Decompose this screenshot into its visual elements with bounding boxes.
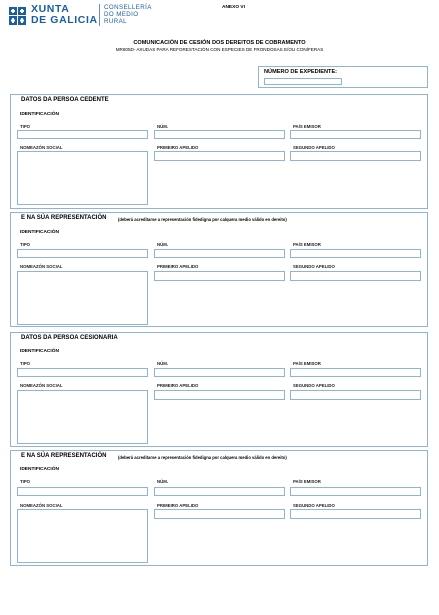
assignee-type-label: TIPO bbox=[20, 361, 31, 366]
assignee-rep-second-surname-field[interactable] bbox=[290, 509, 421, 519]
section-assignee-rep-title: E NA SÚA REPRESENTACIÓN bbox=[21, 453, 107, 459]
annex-label: ANEXO VI bbox=[222, 5, 245, 10]
cedent-rep-number-label: NÚM. bbox=[157, 242, 168, 247]
cedent-second-surname-label: SEGUNDO APELIDO bbox=[293, 145, 335, 150]
assignee-rep-country-field[interactable] bbox=[290, 487, 421, 496]
section-assignee-rep-identification: IDENTIFICACIÓN bbox=[20, 467, 59, 472]
section-cedent-rep-title: E NA SÚA REPRESENTACIÓN bbox=[21, 215, 107, 221]
dept-name-line3: RURAL bbox=[104, 18, 127, 25]
dept-name-line2: DO MEDIO bbox=[104, 11, 139, 18]
assignee-number-field[interactable] bbox=[154, 368, 285, 377]
cedent-rep-country-field[interactable] bbox=[290, 249, 421, 258]
assignee-rep-second-surname-label: SEGUNDO APELIDO bbox=[293, 503, 335, 508]
assignee-rep-type-field[interactable] bbox=[17, 487, 148, 496]
cedent-rep-type-label: TIPO bbox=[20, 242, 31, 247]
xunta-cross-icon bbox=[8, 6, 27, 26]
section-cedent-title: DATOS DA PERSOA CEDENTE bbox=[21, 97, 109, 103]
dept-name-line1: CONSELLERÍA bbox=[104, 4, 152, 11]
cedent-rep-type-field[interactable] bbox=[17, 249, 148, 258]
section-assignee-rep-note: (deberá acreditarse a representación fidedigna por calquera medio válido en dereito) bbox=[118, 454, 287, 460]
assignee-rep-social-name-label: NOMEAZÓN SOCIAL bbox=[20, 503, 63, 508]
assignee-rep-first-surname-field[interactable] bbox=[154, 509, 285, 519]
assignee-first-surname-label: PRIMEIRO APELIDO bbox=[157, 383, 199, 388]
section-cedent-rep-note: (deberá acreditarse a representación fidedigna por calquera medio válido en dereito) bbox=[118, 216, 287, 222]
cedent-number-field[interactable] bbox=[154, 130, 285, 139]
assignee-second-surname-field[interactable] bbox=[290, 390, 421, 400]
assignee-social-name-label: NOMEAZÓN SOCIAL bbox=[20, 383, 63, 388]
assignee-rep-country-label: PAÍS EMISOR bbox=[293, 479, 321, 484]
expedient-number-field[interactable] bbox=[264, 78, 342, 85]
form-subtitle: MR605D- AXUDAS PARA REFORESTACIÓN CON ESPECIES DE FRONDOSAS E/OU CONÍFERAS bbox=[115, 47, 324, 52]
org-name-line2: DE GALICIA bbox=[31, 13, 98, 26]
header-divider bbox=[99, 4, 100, 26]
expedient-label: NÚMERO DE EXPEDIENTE: bbox=[264, 69, 338, 75]
cedent-rep-first-surname-label: PRIMEIRO APELIDO bbox=[157, 264, 199, 269]
org-name-line1: XUNTA bbox=[31, 3, 70, 15]
cedent-rep-country-label: PAÍS EMISOR bbox=[293, 242, 321, 247]
section-assignee-identification: IDENTIFICACIÓN bbox=[20, 349, 59, 354]
cedent-number-label: NÚM. bbox=[157, 124, 168, 129]
cedent-first-surname-label: PRIMEIRO APELIDO bbox=[157, 145, 199, 150]
assignee-rep-social-name-field[interactable] bbox=[17, 509, 148, 563]
cedent-country-label: PAÍS EMISOR bbox=[293, 124, 321, 129]
assignee-rep-number-label: NÚM. bbox=[157, 479, 168, 484]
assignee-type-field[interactable] bbox=[17, 368, 148, 377]
assignee-country-label: PAÍS EMISOR bbox=[293, 361, 321, 366]
assignee-social-name-field[interactable] bbox=[17, 390, 148, 444]
assignee-first-surname-field[interactable] bbox=[154, 390, 285, 400]
cedent-rep-number-field[interactable] bbox=[154, 249, 285, 258]
cedent-social-name-label: NOMEAZÓN SOCIAL bbox=[20, 145, 63, 150]
cedent-rep-first-surname-field[interactable] bbox=[154, 271, 285, 281]
form-title: COMUNICACIÓN DE CESIÓN DOS DEREITOS DE COBRAMENTO bbox=[133, 40, 306, 46]
cedent-rep-second-surname-label: SEGUNDO APELIDO bbox=[293, 264, 335, 269]
section-cedent-identification: IDENTIFICACIÓN bbox=[20, 112, 59, 117]
cedent-social-name-field[interactable] bbox=[17, 151, 148, 205]
assignee-rep-number-field[interactable] bbox=[154, 487, 285, 496]
assignee-second-surname-label: SEGUNDO APELIDO bbox=[293, 383, 335, 388]
assignee-number-label: NÚM. bbox=[157, 361, 168, 366]
cedent-country-field[interactable] bbox=[290, 130, 421, 139]
cedent-type-field[interactable] bbox=[17, 130, 148, 139]
assignee-country-field[interactable] bbox=[290, 368, 421, 377]
section-assignee-title: DATOS DA PERSOA CESIONARIA bbox=[21, 335, 118, 341]
assignee-rep-first-surname-label: PRIMEIRO APELIDO bbox=[157, 503, 199, 508]
section-cedent-rep-identification: IDENTIFICACIÓN bbox=[20, 230, 59, 235]
assignee-rep-type-label: TIPO bbox=[20, 479, 31, 484]
cedent-type-label: TIPO bbox=[20, 124, 31, 129]
cedent-rep-second-surname-field[interactable] bbox=[290, 271, 421, 281]
cedent-first-surname-field[interactable] bbox=[154, 151, 285, 161]
cedent-second-surname-field[interactable] bbox=[290, 151, 421, 161]
cedent-rep-social-name-label: NOMEAZÓN SOCIAL bbox=[20, 264, 63, 269]
cedent-rep-social-name-field[interactable] bbox=[17, 271, 148, 325]
